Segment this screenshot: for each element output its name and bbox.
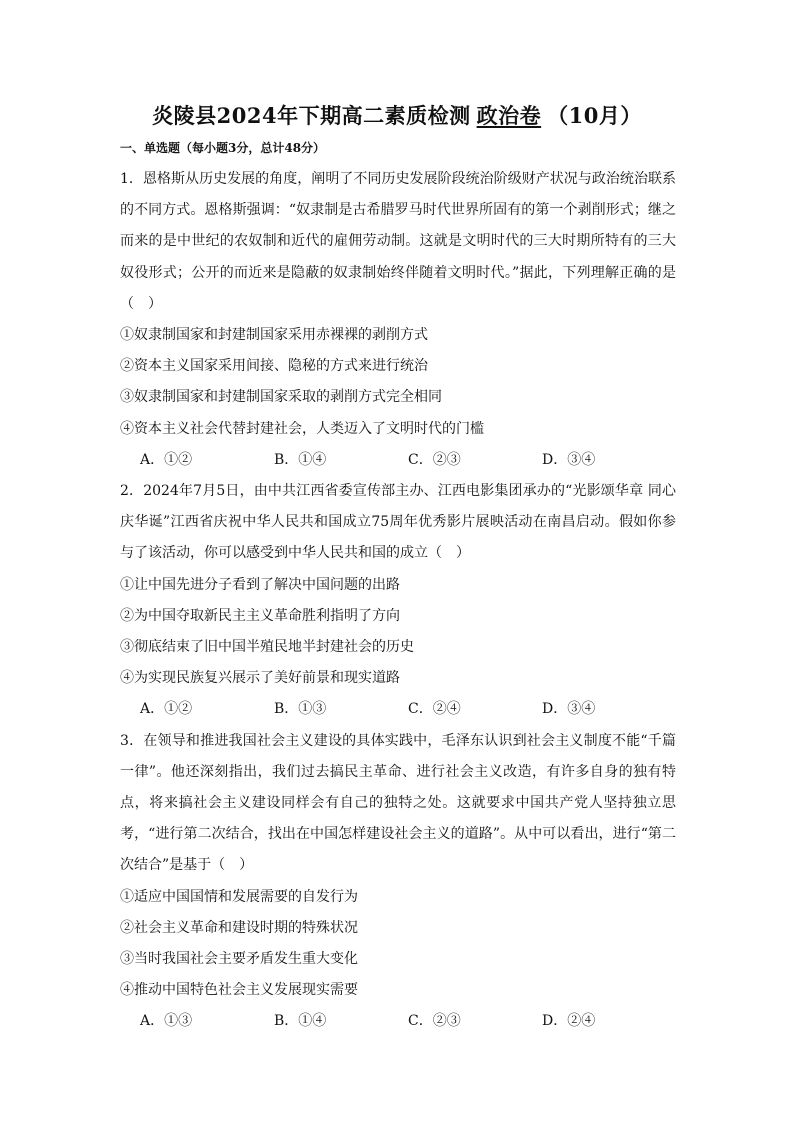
question-option: ①让中国先进分子看到了解决中国问题的出路: [120, 576, 400, 593]
question-option: ②社会主义革命和建设时期的特殊状况: [120, 919, 358, 936]
question-option: ④推动中国特色社会主义发展现实需要: [120, 982, 358, 999]
question-stem: 3．在领导和推进我国社会主义建设的具体实践中，毛泽东认识到社会主义制度不能“千篇一律”。他还深刻指出，我们过去搞民主革命、进行社会主义改造，有许多自身的独有特点，将来搞社会主义建设同样会有自己的独特之处。这就要求中国共产党人坚持独立思考，“进行第二次结合，找出在中国怎样建设社会主义的道路”。从中可以看出，进行“第二次结合”是基于（ ）: [120, 732, 676, 874]
choice-d: D．③④: [542, 451, 596, 468]
question-2: [120, 476, 676, 726]
question-option: ①适应中国国情和发展需要的自发行为: [120, 888, 358, 905]
question-option: ③彻底结束了旧中国半殖民地半封建社会的历史: [120, 639, 414, 656]
choice-a: A．①③: [140, 1013, 193, 1030]
choice-c: C．②④: [408, 701, 461, 718]
question-1: [120, 164, 676, 476]
choice-b: B．①③: [274, 701, 327, 718]
question-option: ②资本主义国家采用间接、隐秘的方式来进行统治: [120, 358, 428, 375]
choice-b: B．①④: [274, 451, 327, 468]
page-title: [0, 100, 794, 130]
question-stem: 1．恩格斯从历史发展的角度，阐明了不同历史发展阶段统治阶级财产状况与政治统治联系的不同方式。恩格斯强调：“奴隶制是古希腊罗马时代世界所固有的第一个剥削形式；继之而来的是中世纪的农奴制和近代的雇佣劳动制。这就是文明时代的三大时期所特有的三大奴役形式；公开的而近来是隐蔽的奴隶制始终伴随着文明时代。”据此，下列理解正确的是（ ）: [120, 171, 676, 312]
choice-b: B．①④: [274, 1013, 327, 1030]
title-suffix: （10月）: [547, 103, 642, 128]
choice-c: C．②③: [408, 1013, 461, 1030]
question-3: [120, 726, 676, 1038]
choice-d: D．②④: [542, 1013, 596, 1030]
answer-choices: [120, 1006, 676, 1037]
question-option: ③当时我国社会主要矛盾发生重大变化: [120, 951, 358, 968]
choice-d: D．③④: [542, 701, 596, 718]
title-prefix: 炎陵县2024年下期高二素质检测: [152, 103, 471, 128]
answer-choices: [120, 445, 676, 476]
choice-c: C．②③: [408, 451, 461, 468]
question-option: ①奴隶制国家和封建制国家采用赤裸裸的剥削方式: [120, 327, 428, 344]
answer-choices: [120, 694, 676, 725]
title-subject: 政治卷: [476, 103, 542, 128]
question-option: ③奴隶制国家和封建制国家采取的剥削方式完全相同: [120, 389, 442, 406]
choice-a: A．①②: [140, 701, 193, 718]
question-stem: 2．2024年7月5日，由中共江西省委宣传部主办、江西电影集团承办的“光影颂华章 同心庆华诞”江西省庆祝中华人民共和国成立75周年优秀影片展映活动在南昌启动。假如你参与了该活动，你可以感受到中华人民共和国的成立（ ）: [120, 483, 676, 562]
question-option: ②为中国夺取新民主主义革命胜利指明了方向: [120, 607, 400, 624]
choice-a: A．①②: [140, 451, 193, 468]
section-heading: 一、单选题（每小题3分，总计48分）: [120, 141, 326, 155]
question-list: [120, 164, 676, 1038]
question-option: ④资本主义社会代替封建社会，人类迈入了文明时代的门槛: [120, 420, 484, 437]
question-option: ④为实现民族复兴展示了美好前景和现实道路: [120, 670, 400, 687]
